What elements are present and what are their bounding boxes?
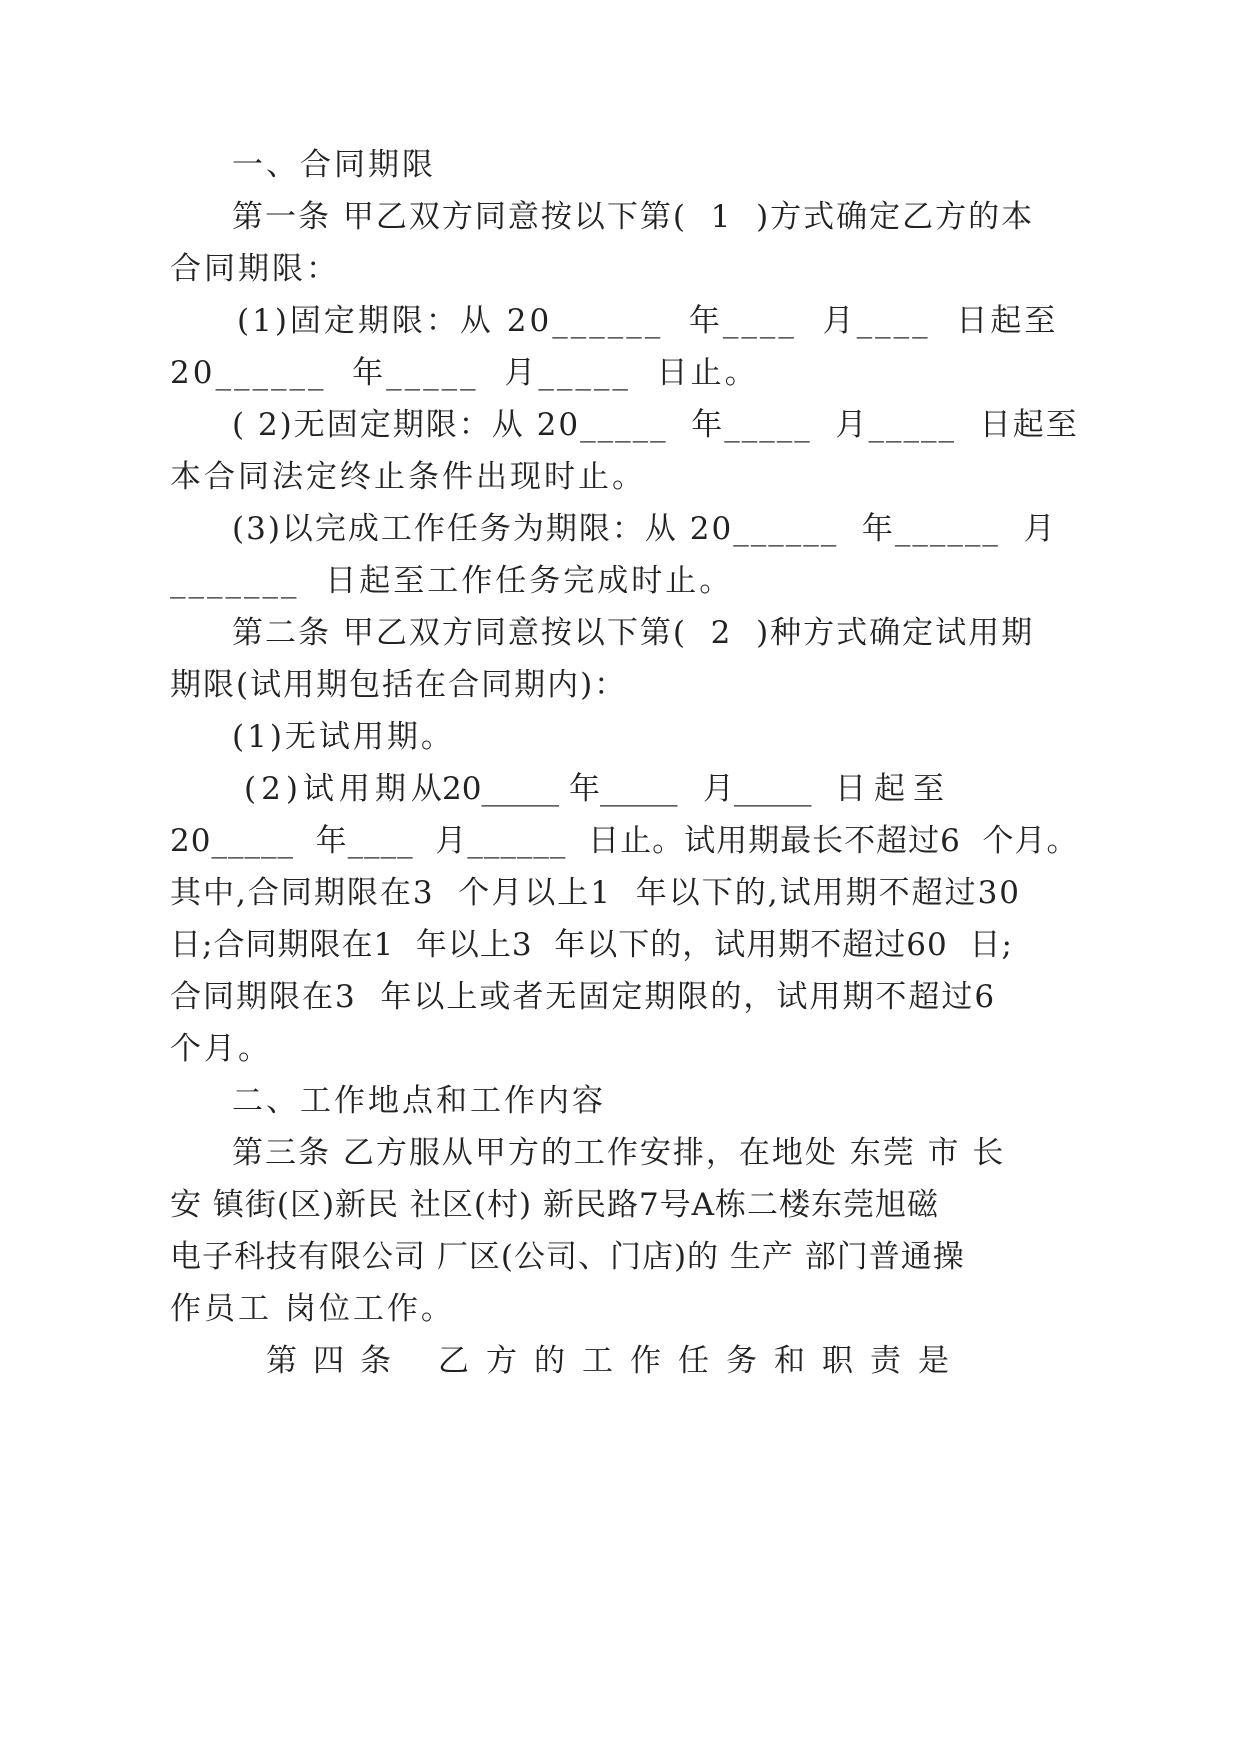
paragraph-line — [0, 713, 1241, 761]
paragraph-line — [0, 1181, 1241, 1229]
text-segment: 第三条 乙方服从甲方的工作安排，在地处 东莞 市 长 — [232, 1135, 1006, 1171]
text-segment: 合同期限： — [170, 251, 340, 287]
paragraph-line — [0, 869, 1241, 917]
paragraph-line — [0, 557, 1241, 605]
text-segment: 日;合同期限在1 年以上3 年以下的，试用期不超过60 日; — [170, 927, 1013, 963]
text-segment: 第二条 甲乙双方同意按以下第( 2 )种方式确定试用期 — [232, 615, 1035, 651]
paragraph-line — [0, 349, 1241, 397]
text-segment: 第四条 — [266, 1343, 407, 1379]
paragraph-line — [0, 1025, 1241, 1073]
text-segment: ( 2)无固定期限：从 20_____ 年_____ 月_____ 日起至 — [232, 407, 1079, 443]
paragraph-line — [0, 401, 1241, 449]
paragraph-line — [0, 1129, 1241, 1177]
text-segment: 二、工作地点和工作内容 — [232, 1083, 606, 1119]
text-segment: 作员工 岗位工作。 — [170, 1291, 455, 1327]
paragraph-line — [0, 817, 1241, 865]
paragraph-line — [0, 297, 1241, 345]
text-segment: 20______ 年_____ 月_____ 日止。 — [170, 355, 759, 391]
heading-work-location — [0, 1077, 1241, 1125]
text-segment: 个月。 — [170, 1031, 272, 1067]
text-segment: 月_____ — [703, 771, 812, 807]
text-segment: 第一条 甲乙双方同意按以下第( 1 )方式确定乙方的本 — [232, 199, 1035, 235]
text-segment: 本合同法定终止条件出现时止。 — [170, 459, 646, 495]
text-segment: 20_____ 年____ 月______ 日止。试用期最长不超过6 个月。 — [170, 823, 1079, 859]
paragraph-line — [0, 661, 1241, 709]
text-segment: 合同期限在3 年以上或者无固定期限的，试用期不超过6 — [170, 979, 997, 1015]
text-segment: 其中,合同期限在3 个月以上1 年以下的,试用期不超过30 — [170, 875, 1022, 911]
paragraph-line — [0, 193, 1241, 241]
text-segment: _______ 日起至工作任务完成时止。 — [170, 563, 734, 599]
text-segment: (3)以完成工作任务为期限：从 20______ 年______ 月 — [232, 511, 1057, 547]
text-segment: 年_____ — [569, 771, 678, 807]
text-segment: 安 镇街(区)新民 社区(村) 新民路7号A栋二楼东莞旭磁 — [170, 1187, 940, 1223]
text-segment: (2)试用期从 — [244, 771, 447, 807]
paragraph-line — [0, 1285, 1241, 1333]
paragraph-line — [0, 1233, 1241, 1281]
heading-contract-term — [0, 141, 1241, 189]
text-segment: (1)无试用期。 — [232, 719, 455, 755]
text-segment: 电子科技有限公司 厂区(公司、门店)的 生产 部门普通操 — [170, 1239, 965, 1275]
text-segment: 一、合同期限 — [232, 147, 436, 183]
text-segment: 期限(试用期包括在合同期内)： — [170, 667, 628, 703]
text-segment: 乙方的工作任务和职责是 — [438, 1343, 966, 1379]
paragraph-line — [0, 609, 1241, 657]
paragraph-line — [0, 973, 1241, 1021]
paragraph-line — [0, 921, 1241, 969]
paragraph-line — [0, 765, 1241, 813]
paragraph-line — [0, 1337, 1241, 1385]
text-segment: (1)固定期限：从 20______ 年____ 月____ 日起至 — [237, 303, 1059, 339]
paragraph-line — [0, 453, 1241, 501]
text-segment: 日起至 — [835, 771, 952, 807]
paragraph-line — [0, 245, 1241, 293]
paragraph-line — [0, 505, 1241, 553]
text-segment: 20_____ — [442, 771, 559, 807]
